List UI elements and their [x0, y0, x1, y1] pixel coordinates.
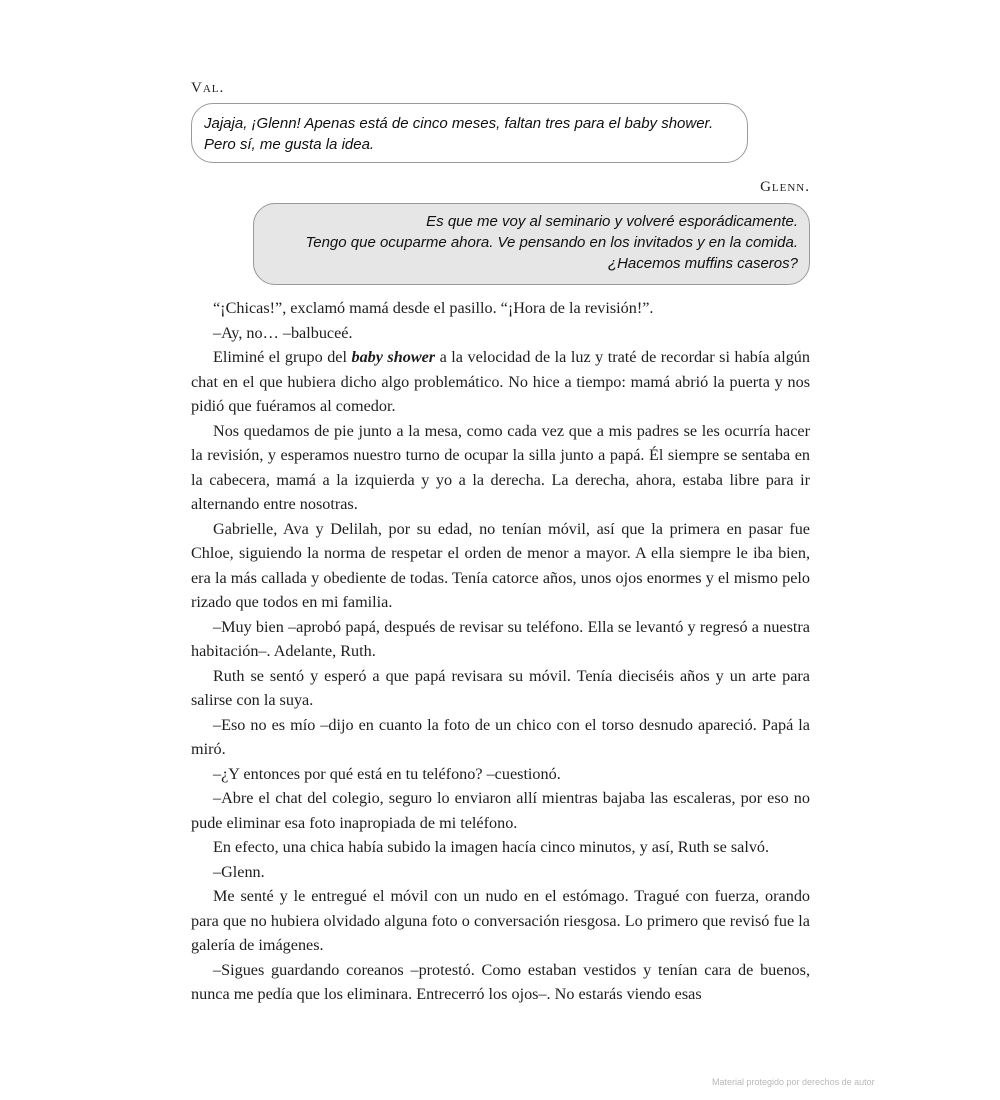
paragraph-text: Eliminé el grupo del [213, 348, 352, 366]
speaker-glenn: Glenn. [760, 179, 810, 195]
paragraph-text: a la velocidad de la luz y traté de recordar si había algún chat en el que hubiera dicho algo problemático. No hice a tiempo: mamá abrió la puerta y nos pidió que fuéramos al comedor. [191, 348, 810, 415]
paragraph: –Glenn. [213, 862, 265, 881]
paragraph: Me senté y le entregué el móvil con un nudo en el estómago. Tragué con fuerza, orando para que no hubiera olvidado alguna foto o conversación riesgosa. Lo primero que revisó fue la galería de imágenes. [191, 887, 810, 954]
chat-line: Tengo que ocuparme ahora. Ve pensando en los invitados y en la comida. [305, 234, 798, 251]
body-text [191, 296, 810, 1007]
chat-bubble-val [191, 103, 748, 163]
paragraph: Ruth se sentó y esperó a que papá revisara su móvil. Tenía dieciséis años y un arte para salirse con la suya. [191, 666, 810, 709]
paragraph: –Eso no es mío –dijo en cuanto la foto de un chico con el torso desnudo apareció. Papá la miró. [191, 715, 810, 758]
paragraph: –Ay, no… –balbuceé. [213, 323, 353, 342]
speaker-val: Val. [191, 80, 225, 96]
chat-line: ¿Hacemos muffins caseros? [607, 255, 798, 272]
chat-line: Jajaja, ¡Glenn! Apenas está de cinco meses, faltan tres para el baby shower. [204, 115, 714, 132]
paragraph: “¡Chicas!”, exclamó mamá desde el pasillo. “¡Hora de la revisión!”. [213, 299, 654, 317]
emphasis-baby-shower: baby shower [351, 348, 436, 366]
paragraph: –Abre el chat del colegio, seguro lo enviaron allí mientras bajaba las escaleras, por eso no pude eliminar esa foto inapropiada de mi teléfono. [191, 789, 810, 832]
copyright-watermark: Material protegido por derechos de autor [712, 1077, 875, 1087]
paragraph: –Muy bien –aprobó papá, después de revisar su teléfono. Ella se levantó y regresó a nuestra habitación–. Adelante, Ruth. [191, 617, 810, 660]
paragraph: –Sigues guardando coreanos –protestó. Como estaban vestidos y tenían cara de buenos, nunca me pedía que los eliminara. Entrecerró los ojos–. No estarás viendo esas [191, 960, 810, 1003]
paragraph: Nos quedamos de pie junto a la mesa, como cada vez que a mis padres se les ocurría hacer la revisión, y esperamos nuestro turno de ocupar la silla junto a papá. Él siempre se sentaba en la cabecera, mamá a la izquierda y yo a la derecha. La derecha, ahora, estaba libre para ir alternando entre nosotras. [191, 421, 810, 513]
chat-line: Pero sí, me gusta la idea. [204, 136, 375, 153]
paragraph [191, 345, 810, 419]
paragraph: –¿Y entonces por qué está en tu teléfono? –cuestionó. [213, 764, 561, 783]
chat-bubble-glenn [253, 203, 810, 285]
chat-line: Es que me voy al seminario y volveré esporádicamente. [426, 213, 798, 230]
paragraph: Gabrielle, Ava y Delilah, por su edad, no tenían móvil, así que la primera en pasar fue Chloe, siguiendo la norma de respetar el orden de menor a mayor. A ella siempre le iba bien, era la más callada y obediente de todas. Tenía catorce años, unos ojos enormes y el mismo pelo rizado que todos en mi familia. [191, 519, 810, 611]
paragraph: En efecto, una chica había subido la imagen hacía cinco minutos, y así, Ruth se salvó. [213, 838, 770, 856]
